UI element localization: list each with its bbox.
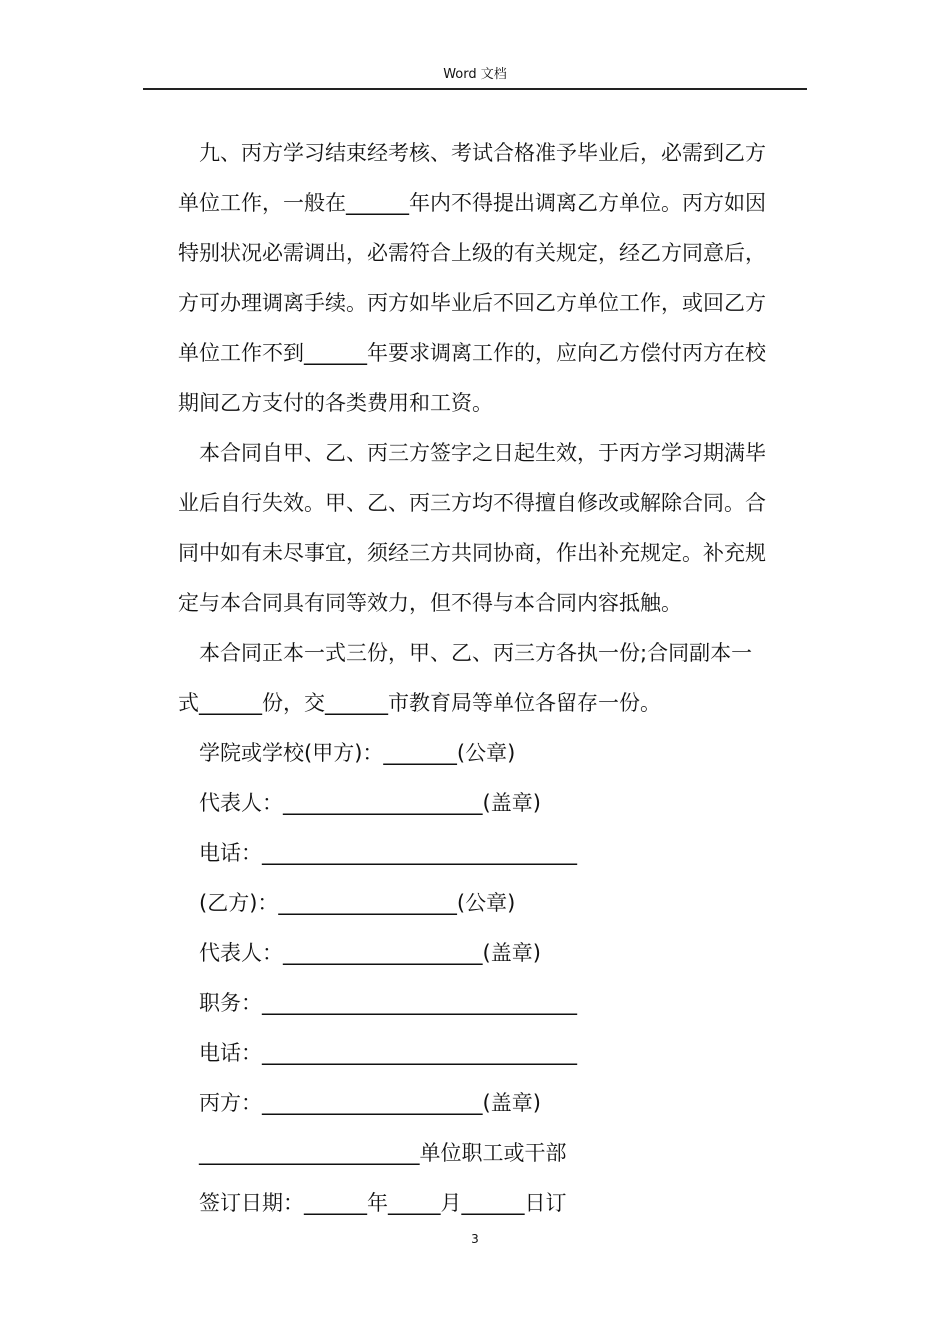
- signature-line: 签订日期：______年_____月______日订: [178, 1191, 567, 1215]
- signature-line: 职务：______________________________: [178, 991, 577, 1015]
- page-footer: [0, 1232, 950, 1246]
- signature-line: 学院或学校(甲方)：_______(公章): [178, 741, 516, 765]
- body-line: 同中如有未尽事宜，须经三方共同协商，作出补充规定。补充规: [178, 541, 766, 565]
- document-body: [178, 128, 808, 1228]
- body-line: 本合同自甲、乙、丙三方签字之日起生效，于丙方学习期满毕: [178, 441, 766, 465]
- signature-line: 代表人：___________________(盖章): [178, 791, 541, 815]
- body-line: 方可办理调离手续。丙方如毕业后不回乙方单位工作，或回乙方: [178, 291, 766, 315]
- signature-line: (乙方)：_________________(公章): [178, 891, 516, 915]
- signature-line: 电话：______________________________: [178, 841, 577, 865]
- signature-line: 代表人：___________________(盖章): [178, 941, 541, 965]
- body-line: 本合同正本一式三份，甲、乙、丙三方各执一份;合同副本一: [178, 641, 753, 665]
- body-line: 特别状况必需调出，必需符合上级的有关规定，经乙方同意后，: [178, 241, 766, 265]
- body-line: 九、丙方学习结束经考核、考试合格准予毕业后，必需到乙方: [178, 141, 766, 165]
- header-title: Word 文档: [443, 67, 507, 82]
- signature-line: _____________________单位职工或干部: [178, 1141, 567, 1165]
- body-line: 期间乙方支付的各类费用和工资。: [178, 391, 493, 415]
- body-line: 业后自行失效。甲、乙、丙三方均不得擅自修改或解除合同。合: [178, 491, 766, 515]
- signature-line: 丙方：_____________________(盖章): [178, 1091, 541, 1115]
- body-line: 单位工作，一般在______年内不得提出调离乙方单位。丙方如因: [178, 191, 766, 215]
- signature-line: 电话：______________________________: [178, 1041, 577, 1065]
- body-line: 定与本合同具有同等效力，但不得与本合同内容抵触。: [178, 591, 682, 615]
- body-line: 式______份，交______市教育局等单位各留存一份。: [178, 691, 661, 715]
- body-line: 单位工作不到______年要求调离工作的，应向乙方偿付丙方在校: [178, 341, 766, 365]
- page-number: 3: [471, 1232, 479, 1246]
- document-header: [143, 66, 807, 90]
